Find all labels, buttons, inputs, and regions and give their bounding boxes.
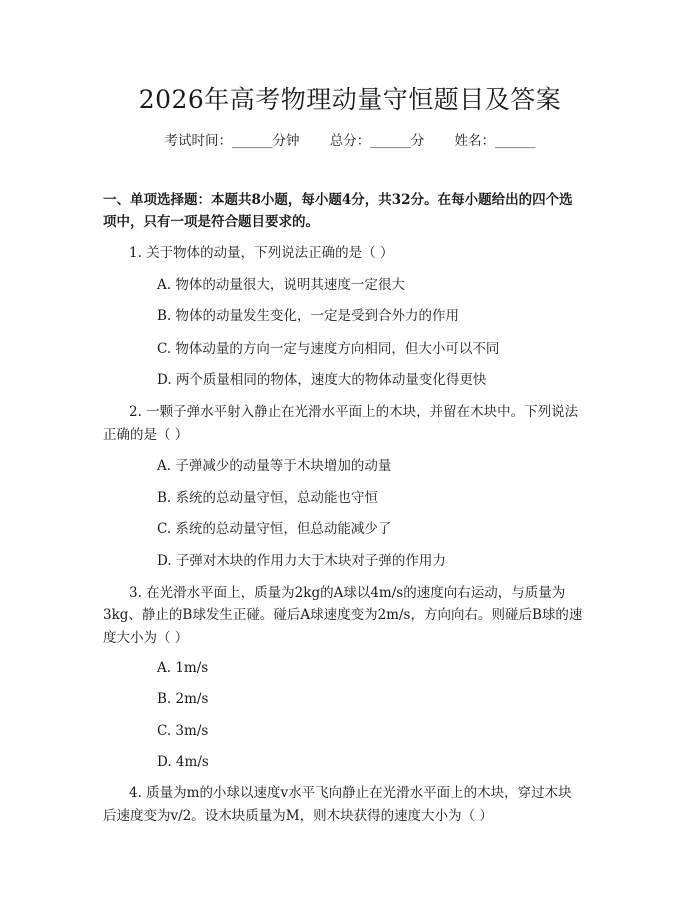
question-2-option-d: D. 子弹对木块的作用力大于木块对子弹的作用力 [157,553,446,569]
exam-title: 2026年高考物理动量守恒题目及答案 [138,85,562,114]
question-1-option-b: B. 物体的动量发生变化，一定是受到合外力的作用 [157,308,460,324]
question-3-stem-cont: 3kg、静止的B球发生正碰。碰后A球速度变为2m/s，方向向右。则碰后B球的速 [103,607,583,623]
exam-time-field: 考试时间：______分钟 [164,133,300,149]
question-3-stem-cont: 度大小为（ ） [103,630,189,646]
question-3-stem: 3. 在光滑水平面上，质量为2kg的A球以4m/s的速度向右运动，与质量为 [129,585,566,601]
question-2-option-c: C. 系统的总动量守恒，但总动能减少了 [157,521,392,537]
question-4-stem-cont: 后速度变为v/2。设木块质量为M，则木块获得的速度大小为（ ） [103,808,493,824]
exam-meta [0,131,700,151]
section-heading [103,189,603,233]
question-1-option-a: A. 物体的动量很大，说明其速度一定很大 [157,277,405,293]
question-3-option-a: A. 1m/s [157,660,209,676]
section-heading-line: 一、单项选择题：本题共8小题，每小题4分，共32分。在每小题给出的四个选 [103,192,573,208]
question-2-stem-cont: 正确的是（ ） [103,427,189,443]
total-score-field: 总分：______分 [329,133,425,149]
question-1-option-c: C. 物体动量的方向一定与速度方向相同，但大小可以不同 [157,341,500,357]
question-2-option-b: B. 系统的总动量守恒，总动能也守恒 [157,490,379,506]
question-3-option-b: B. 2m/s [157,691,209,707]
question-1-stem: 1. 关于物体的动量，下列说法正确的是（ ） [129,245,394,261]
question-1-option-d: D. 两个质量相同的物体，速度大的物体动量变化得更快 [157,372,487,388]
section-heading-line: 项中，只有一项是符合题目要求的。 [103,214,319,230]
question-2-option-a: A. 子弹减少的动量等于木块增加的动量 [157,458,392,474]
question-2-stem: 2. 一颗子弹水平射入静止在光滑水平面上的木块，并留在木块中。下列说法 [129,404,579,420]
question-3-option-d: D. 4m/s [157,754,209,770]
question-4-stem: 4. 质量为m的小球以速度v水平飞向静止在光滑水平面上的木块，穿过木块 [129,785,572,801]
student-name-field: 姓名：______ [454,133,536,149]
question-3-option-c: C. 3m/s [157,723,209,739]
